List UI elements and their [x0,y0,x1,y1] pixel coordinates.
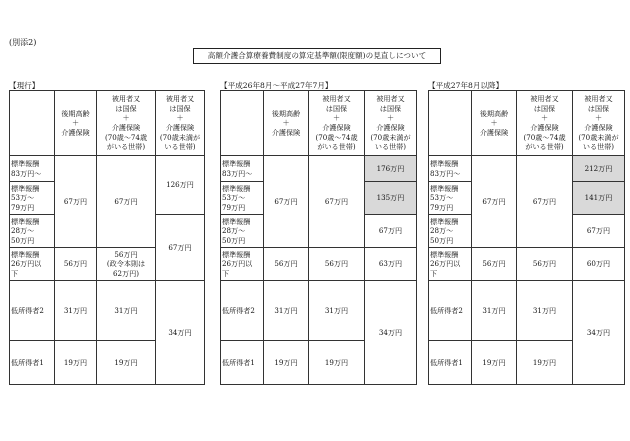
cell-mid-low1: 19万円 [517,341,573,385]
cell-under70-83: 212万円 [573,156,625,182]
cell-under70-high: 126万円 [156,156,205,215]
header-koki: 後期高齢 ＋ 介護保険 [55,91,97,156]
row-label-28: 標準報酬 28万〜 50万円 [10,215,55,248]
cell-koki-high: 67万円 [264,156,309,248]
document-title: 高額介護合算療養費制度の算定基準額(限度額)の見直しについて [193,48,441,64]
cell-under70-53: 141万円 [573,182,625,215]
cell-mid-high: 67万円 [309,156,365,248]
cell-under70-low: 34万円 [156,281,205,385]
table-label-current: 【現行】 [9,81,40,90]
cell-mid-low2: 31万円 [309,281,365,341]
cell-mid-26: 56万円 [309,248,365,281]
header-koki: 後期高齢 ＋ 介護保険 [472,91,517,156]
cell-koki-low1: 19万円 [55,341,97,385]
annex-label: (別添2) [9,38,37,47]
row-label-53: 標準報酬 53万〜 79万円 [10,182,55,215]
row-label-53: 標準報酬 53万〜 79万円 [221,182,264,215]
cell-under70-mid: 67万円 [156,215,205,281]
row-label-low2: 低所得者2 [10,281,55,341]
row-label-26: 標準報酬 26万円以 下 [10,248,55,281]
cell-koki-26: 56万円 [472,248,517,281]
cell-koki-low2: 31万円 [472,281,517,341]
cell-koki-low1: 19万円 [264,341,309,385]
row-label-83: 標準報酬 83万円〜 [429,156,472,182]
row-label-low1: 低所得者1 [429,341,472,385]
header-blank [429,91,472,156]
header-blank [10,91,55,156]
cell-under70-28: 67万円 [365,215,417,248]
cell-koki-low2: 31万円 [55,281,97,341]
row-label-26: 標準報酬 26万円以 下 [429,248,472,281]
header-under70: 被用者又 は国保 ＋ 介護保険 (70歳未満が いる世帯) [573,91,625,156]
row-label-low2: 低所得者2 [221,281,264,341]
header-under70: 被用者又 は国保 ＋ 介護保険 (70歳未満が いる世帯) [365,91,417,156]
header-under70: 被用者又 は国保 ＋ 介護保険 (70歳未満が いる世帯) [156,91,205,156]
cell-mid-low2: 31万円 [97,281,156,341]
row-label-83: 標準報酬 83万円〜 [10,156,55,182]
row-label-28: 標準報酬 28万〜 50万円 [429,215,472,248]
cell-under70-28: 67万円 [573,215,625,248]
row-label-low1: 低所得者1 [221,341,264,385]
row-label-low1: 低所得者1 [10,341,55,385]
cell-under70-low: 34万円 [365,281,417,385]
row-label-26: 標準報酬 26万円以 下 [221,248,264,281]
cell-under70-53: 135万円 [365,182,417,215]
cell-koki-low1: 19万円 [472,341,517,385]
header-70-74: 被用者又 は国保 ＋ 介護保険 (70歳〜74歳 がいる世帯) [97,91,156,156]
table-label-h27: 【平成27年8月以降】 [428,81,504,90]
cell-under70-83: 176万円 [365,156,417,182]
cell-koki-26: 56万円 [55,248,97,281]
header-koki: 後期高齢 ＋ 介護保険 [264,91,309,156]
table-label-h26: 【平成26年8月〜平成27年7月】 [220,81,333,90]
table-h26 [220,90,417,385]
row-label-83: 標準報酬 83万円〜 [221,156,264,182]
cell-mid-high: 67万円 [97,156,156,248]
cell-mid-26: 56万円 (政令本則は 62万円) [97,248,156,281]
cell-koki-high: 67万円 [55,156,97,248]
row-label-low2: 低所得者2 [429,281,472,341]
cell-under70-26: 63万円 [365,248,417,281]
row-label-53: 標準報酬 53万〜 79万円 [429,182,472,215]
cell-koki-low2: 31万円 [264,281,309,341]
table-h27 [428,90,625,385]
cell-mid-high: 67万円 [517,156,573,248]
header-blank [221,91,264,156]
cell-under70-low: 34万円 [573,281,625,385]
cell-under70-26: 60万円 [573,248,625,281]
row-label-28: 標準報酬 28万〜 50万円 [221,215,264,248]
cell-koki-26: 56万円 [264,248,309,281]
header-70-74: 被用者又 は国保 ＋ 介護保険 (70歳〜74歳 がいる世帯) [517,91,573,156]
cell-koki-high: 67万円 [472,156,517,248]
table-current [9,90,205,385]
cell-mid-26: 56万円 [517,248,573,281]
cell-mid-low2: 31万円 [517,281,573,341]
header-70-74: 被用者又 は国保 ＋ 介護保険 (70歳〜74歳 がいる世帯) [309,91,365,156]
cell-mid-low1: 19万円 [97,341,156,385]
cell-mid-low1: 19万円 [309,341,365,385]
